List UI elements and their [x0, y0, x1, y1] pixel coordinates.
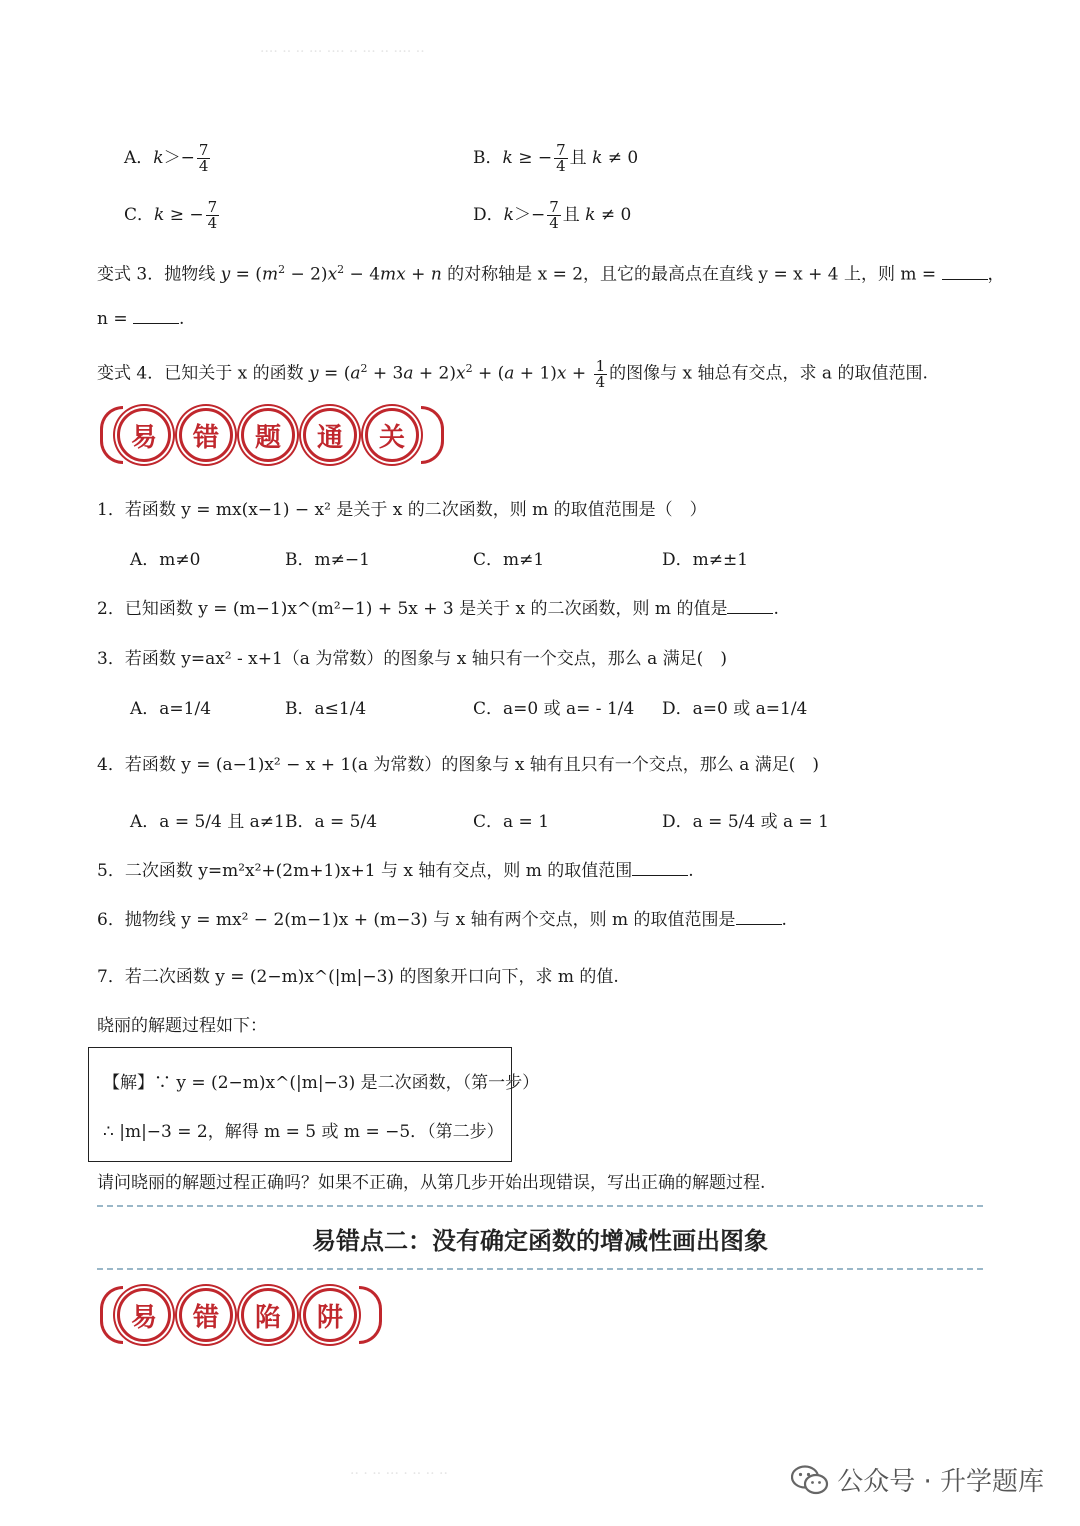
- q4-option-d: D．a = 5/4 或 a = 1: [662, 812, 829, 832]
- faint-footer: ·· · ·· ··· · ·· ·· ··: [350, 1466, 448, 1482]
- section-2-title: 易错点二：没有确定函数的增减性画出图象: [312, 1227, 768, 1255]
- wechat-icon: [791, 1465, 829, 1495]
- question-7-ask: 请问晓丽的解题过程正确吗？如果不正确，从第几步开始出现错误，写出正确的解题过程.: [97, 1173, 766, 1193]
- variant-3: 变式 3．抛物线 $y = (m^2 - 2)x^2 - 4mx + n$ 的对称轴是 x = 2，且它的最高点在直线 y = x + 4 上，则 m = ，: [97, 256, 1005, 289]
- solution-step-2: ∴ |m|−3 = 2，解得 m = 5 或 m = −5．（第二步）: [103, 1122, 504, 1142]
- variant-3-n: n = .: [97, 305, 184, 333]
- q1-option-c: C．m≠1: [473, 550, 545, 570]
- top-option-c: C．k ≥ − $\frac{7}{4}$: [124, 198, 218, 232]
- variant-4: 变式 4．已知关于 x 的函数 $y = (a^2 + 3a + 2)x^2 + (a + 1)x$ + $\frac{1}{4}$ 的图像与 x 轴总有交点，求 a 的取值范围.: [97, 356, 928, 391]
- top-option-d: D．k＞− $\frac{7}{4}$ 且 k ≠ 0: [473, 198, 632, 232]
- q1-option-d: D．m≠±1: [662, 550, 749, 570]
- q4-option-b: B．a = 5/4: [285, 812, 378, 832]
- banner1-char-2: 错: [179, 408, 233, 462]
- question-5: 5．二次函数 y=m²x²+(2m+1)x+1 与 x 轴有交点，则 m 的取值范围 .: [97, 857, 694, 885]
- q4-option-c: C．a = 1: [473, 812, 550, 832]
- banner-yicuo-xianjing: [100, 1286, 382, 1344]
- q3-option-c: C．a=0 或 a= - 1/4: [473, 699, 635, 719]
- question-7: 7．若二次函数 y = (2−m)x^(|m|−3) 的图象开口向下，求 m 的值.: [97, 967, 619, 987]
- wechat-watermark: [791, 1461, 1044, 1498]
- top-option-b: B．k ≥ − $\frac{7}{4}$ 且 k ≠ 0: [473, 141, 639, 175]
- banner2-char-3: 陷: [241, 1288, 295, 1342]
- banner1-char-4: 通: [303, 408, 357, 462]
- question-1: 1．若函数 y = mx(x−1) − x² 是关于 x 的二次函数，则 m 的取值范围是（ ）: [97, 500, 707, 520]
- question-4: 4．若函数 y = (a−1)x² − x + 1(a 为常数）的图象与 x 轴有且只有一个交点，那么 a 满足( ): [97, 755, 820, 775]
- q3-option-b: B．a≤1/4: [285, 699, 367, 719]
- question-6: 6．抛物线 y = mx² − 2(m−1)x + (m−3) 与 x 轴有两个交点，则 m 的取值范围是 .: [97, 906, 787, 934]
- q1-option-a: A．m≠0: [130, 550, 201, 570]
- solution-step-1: 【解】∵ y = (2−m)x^(|m|−3) 是二次函数，（第一步）: [103, 1073, 540, 1093]
- q3-option-a: A．a=1/4: [130, 699, 212, 719]
- banner1-char-3: 题: [241, 408, 295, 462]
- banner2-char-2: 错: [179, 1288, 233, 1342]
- divider-bottom: [97, 1268, 983, 1270]
- top-option-a: A．k＞− $\frac{7}{4}$: [124, 141, 209, 175]
- divider-top: [97, 1205, 983, 1207]
- q3-option-d: D．a=0 或 a=1/4: [662, 699, 808, 719]
- q4-option-a: A．a = 5/4 且 a≠1: [130, 812, 285, 832]
- banner1-char-5: 关: [365, 408, 419, 462]
- watermark-text: 公众号 · 升学题库: [837, 1467, 1044, 1497]
- question-3: 3．若函数 y=ax² - x+1（a 为常数）的图象与 x 轴只有一个交点，那么 a 满足( ): [97, 649, 727, 669]
- banner2-char-4: 阱: [303, 1288, 357, 1342]
- banner2-char-1: 易: [117, 1288, 171, 1342]
- banner-yicuo-tiguan: [100, 406, 444, 464]
- question-7-intro: 晓丽的解题过程如下：: [97, 1016, 267, 1036]
- q1-option-b: B．m≠−1: [285, 550, 370, 570]
- faint-header: ···· ·· ·· ··· ···· ·· ··· ·· ···· ··: [260, 44, 425, 60]
- question-2: 2．已知函数 y = (m−1)x^(m²−1) + 5x + 3 是关于 x 的二次函数，则 m 的值是 .: [97, 595, 779, 623]
- banner1-char-1: 易: [117, 408, 171, 462]
